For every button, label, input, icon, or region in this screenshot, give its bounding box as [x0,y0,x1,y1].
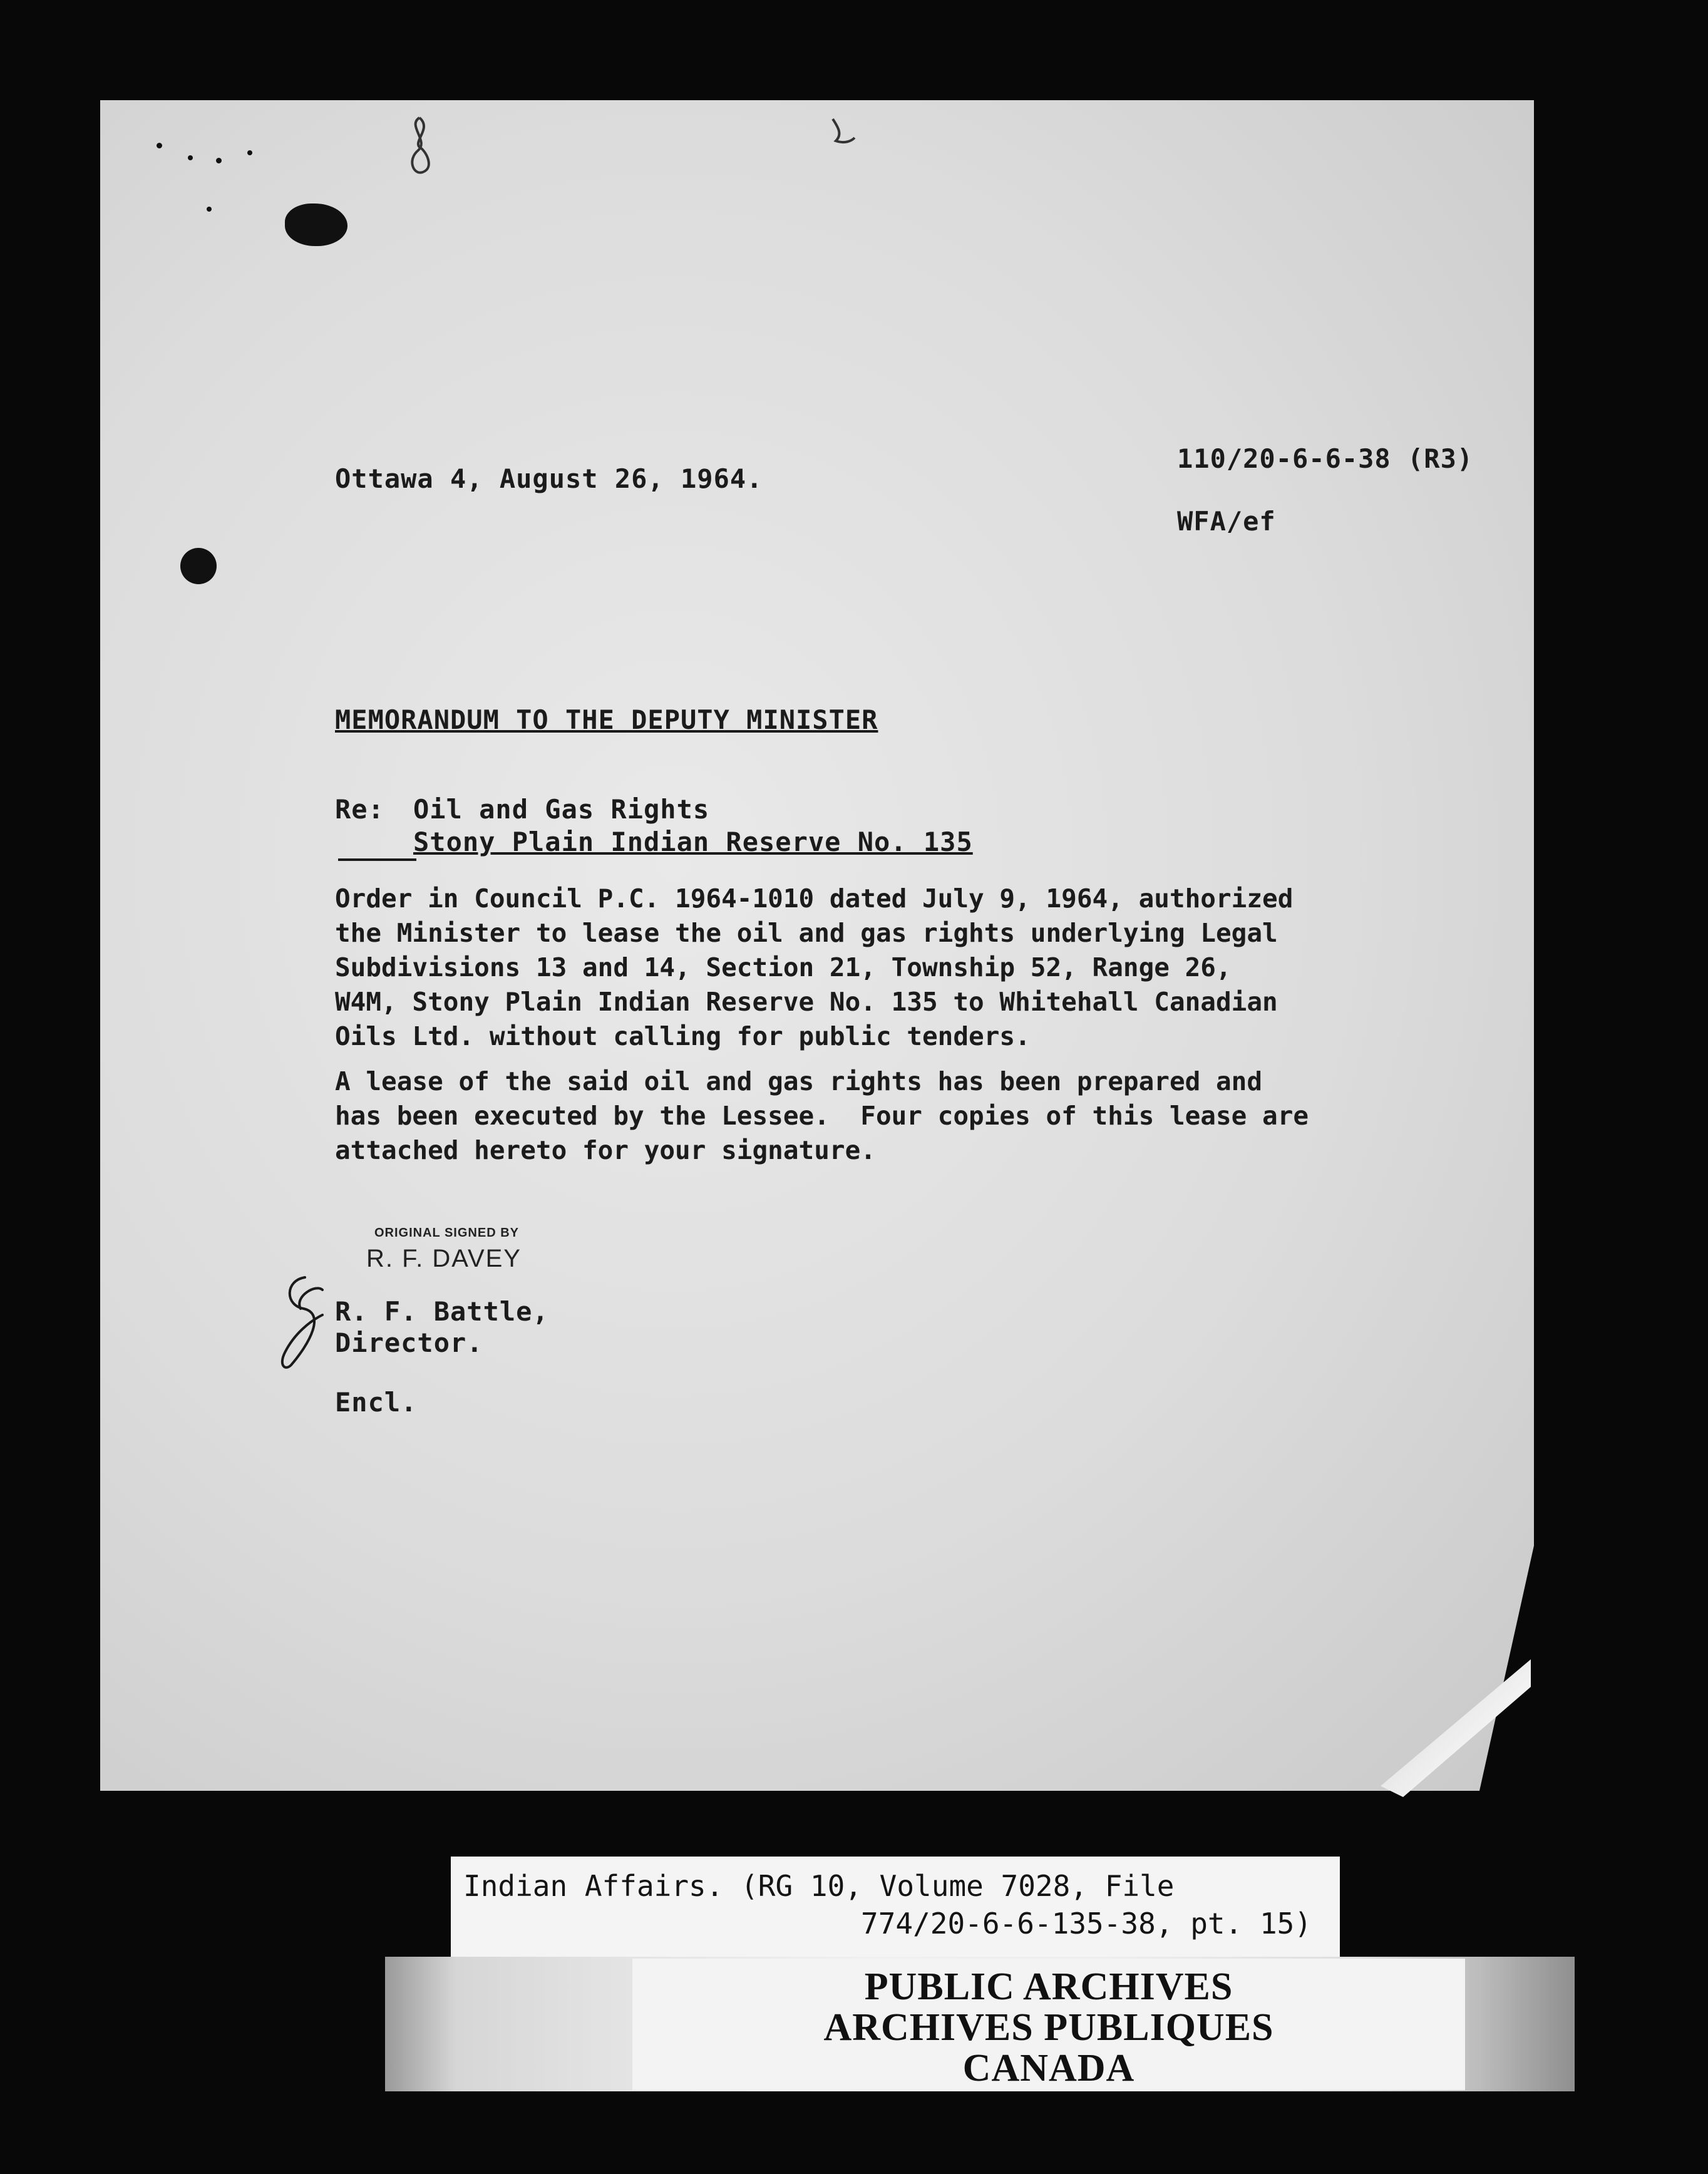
original-signed-stamp-label: ORIGINAL SIGNED BY [374,1226,519,1240]
paragraph-line: attached hereto for your signature. [335,1135,876,1165]
paragraph-line: A lease of the said oil and gas rights has been prepared and [335,1066,1263,1096]
archive-stamp-line1: PUBLIC ARCHIVES [864,1965,1233,2008]
archive-stamp [632,1959,1465,2090]
paragraph-line: W4M, Stony Plain Indian Reserve No. 135 to Whitehall Canadian [335,987,1278,1017]
dust-speck [207,207,212,212]
original-signed-stamp-name: R. F. DAVEY [366,1245,522,1272]
archive-reference-line2: 774/20-6-6-135-38, pt. 15) [861,1907,1312,1940]
paragraph-line: the Minister to lease the oil and gas rights underlying Legal [335,918,1278,948]
re-label: Re: [335,794,384,825]
punch-hole [285,203,347,246]
body-paragraph-2 [335,1064,1312,1168]
archive-stamp-line2: ARCHIVES PUBLIQUES [823,2006,1274,2049]
re-subject-line2: Stony Plain Indian Reserve No. 135 [413,827,973,857]
handwritten-mark-top [401,113,438,182]
dust-speck [216,158,222,163]
dust-speck [157,143,162,148]
dust-speck [188,155,193,160]
paragraph-line: Oils Ltd. without calling for public tenders. [335,1021,1031,1051]
enclosure-note: Encl. [335,1387,418,1418]
paragraph-line: has been executed by the Lessee. Four copies of this lease are [335,1101,1309,1131]
place-date: Ottawa 4, August 26, 1964. [335,463,763,494]
handwritten-initial-signature [266,1271,335,1371]
memo-heading: MEMORANDUM TO THE DEPUTY MINISTER [335,704,878,735]
initials: WFA/ef [1177,506,1276,537]
punch-hole [180,548,217,584]
file-number: 110/20-6-6-38 (R3) [1177,443,1474,474]
paragraph-line: Order in Council P.C. 1964-1010 dated July 9, 1964, authorized [335,884,1294,914]
handwritten-mark-top-2 [820,116,858,153]
re-subject-line1: Oil and Gas Rights [413,794,710,825]
re-underline-lead [338,858,416,861]
paragraph-line: Subdivisions 13 and 14, Section 21, Township 52, Range 26, [335,952,1232,982]
signatory-name: R. F. Battle, [335,1296,549,1327]
body-paragraph-1 [335,882,1312,1054]
dust-speck [247,150,252,155]
archive-reference-line1: Indian Affairs. (RG 10, Volume 7028, File [463,1869,1175,1903]
archive-stamp-line3: CANADA [962,2047,1135,2089]
signatory-title: Director. [335,1327,483,1358]
